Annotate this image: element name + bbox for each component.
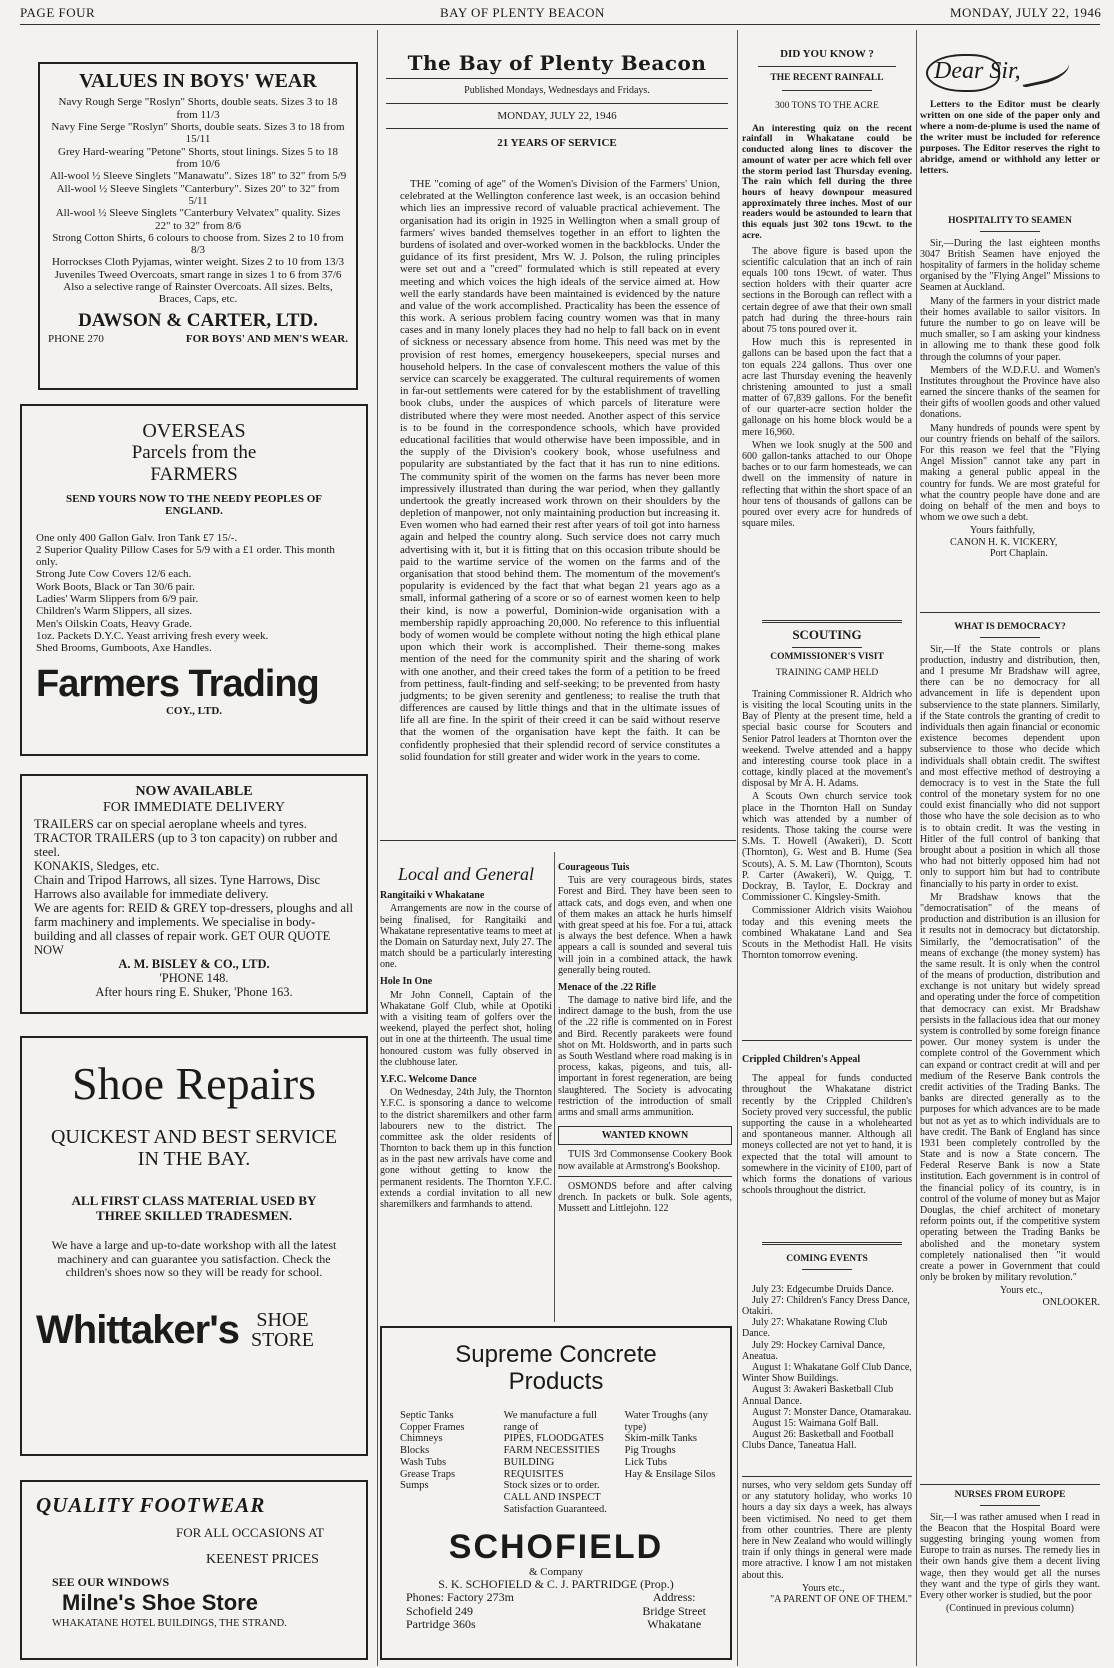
- event-item: July 27: Whakatane Rowing Club Dance.: [742, 1317, 888, 1340]
- brand-logo: Milne's Shoe Store: [62, 1590, 258, 1616]
- rule: [980, 1505, 1040, 1506]
- rule: [920, 1484, 1100, 1485]
- rule: [386, 78, 728, 79]
- letter-sign: Port Chaplain.: [990, 547, 1048, 559]
- product-item: Pig Troughs: [624, 1445, 676, 1456]
- phone-line: Phones: Factory 273m: [406, 1590, 514, 1605]
- rule: [758, 66, 896, 67]
- product-item: Stock sizes or to order.: [503, 1480, 600, 1492]
- wanted-title: WANTED KNOWN: [601, 1130, 689, 1142]
- rainfall-article: [742, 44, 912, 612]
- product-item: Lick Tubs: [624, 1456, 667, 1468]
- ad-title: VALUES IN BOYS' WEAR: [79, 70, 317, 92]
- column-divider: [916, 30, 917, 1666]
- ad-line: Men's Oilskin Coats, Heavy Grade.: [36, 617, 192, 630]
- store-label: [251, 1310, 314, 1350]
- hospitality-letter: [920, 212, 1100, 610]
- column-divider: [554, 852, 555, 1322]
- news-body: Arrangements are now in the course of being finalised, for Rangitaiki and Whakatane representative teams to meet at the Domain on Saturday next, July 27. The match should be a particularly interesting one.: [380, 903, 552, 971]
- address-line: Bridge Street: [642, 1603, 706, 1618]
- letter-body: Members of the W.D.F.U. and Women's Institutes throughout the Province have also earned the sincere thanks of the seamen for their gifts of woollen goods and other valued donations.: [920, 364, 1100, 421]
- product-item: FARM NECESSITIES: [503, 1445, 600, 1456]
- ad-line: Strong Jute Cow Covers 12/6 each.: [36, 568, 192, 581]
- wanted-known: [558, 1126, 732, 1145]
- event-item: July 27: Children's Fancy Dress Dance, Otakiri.: [742, 1294, 910, 1317]
- ad-slogan: SEND YOURS NOW TO THE NEEDY PEOPLES OF ENGLAND.: [65, 492, 322, 518]
- ad-title: QUALITY FOOTWEAR: [36, 1493, 266, 1517]
- continued-note: (Continued in previous column): [945, 1603, 1075, 1615]
- editorial-body: THE "coming of age" of the Women's Division of the Farmers' Union, celebrated at the Wellington conference last week, is an occasion behind which lies an impressive record of valuable practical achievement. The organisation had its origin in 1925 in Wellington when a small group of farmers' wives banded themselves together in an effort to lighten the burdens of isolated and over-worked women in the backblocks. Under the guidance of its first president, Mrs W. J. Polson, the ruling principles were set out and a "creed" formulated which is still repeated at every meeting and which voices the high ideals of the service aimed at. How well the early standards have been maintained is evidenced by the nature and value of the work accomplished. Practicality has been the essence of this work. A serious problem facing country women was that in many cases and in many lonely places they had no help to fall back on in event of sickness or necessary absence from home. This need was met by the provision of rest homes, emergency housekeepers, special nurses and household helpers. In the case of convalescent mothers the value of this service can scarcely be exaggerated. The cultural requirements of women in far-out settlements were catered for by the establishment of travelling book clubs, under the auspices of which parcels of literature were distributed where they were most needed. Another aspect of this service is to be found in the correspondence schools, which have provided educational facilities that would otherwise have been impossible, and in the supply of the Division's cookery book, whose usefulness and popularity are substantiated by the fact that it has run to nine editions. The community spirit of the women on the farms has never been more impressively illustrated than during the war period, when they gallantly undertook the greatly increased work thrown on their shoulders by the depletion of manpower, not only maintaining production but increasing it. Even women who had earned their rest after years of toil got into harness again and helped the country along. Such service does not carry much advertising with it, but it is fitting that on this occasion tribute should be paid to the wartime service of the women on the farms and of the organisation that stood behind them. The momentum of the movement's popularity is evidenced by the fact that what began 21 years ago as a small, informal gathering of a score or so of earnest women keen to help their kind, is now a powerful, Dominion-wide organisation with a membership rapidly approaching 20,000. No reference to this influential body of women would be complete without noting the high ethical plane upon which their work is accomplished. Their theme-song makes mention of the need for the community spirit and the sharing of work with one another, and their creed takes the form of a petition to be freed from pettiness, fault-finding and self-seeking; to be prevented from hasty judgments; to be given serenity and gentleness; to realise the truth that differences are caused by little things and that in the ultimate issues of life all are fine. In the spirit of their creed it can be said without reserve that the women of the organisation have kept the faith. It can be confidently prophesied that their splendid record of service constitutes a solid foundation for still greater and wider work in the years to come.: [400, 178, 720, 763]
- article-body: A Scouts Own church service took place in the Thornton Hall on Sunday which was attended by a number of residents. Those taking the course were S.Ms. T. Howell (Awakeri), D. Scott (Thornton), G. West and B. Hume (Sea Scouts), A. S. M. Law (Thornton), Scouts P. Carter (Awakeri), W. Quigg, T. Dockray, B. Taylor, E. Dockray and Commissioner C. Kingsley-Smith.: [742, 791, 912, 904]
- ad-body: We have a large and up-to-date workshop with all the latest machinery and can guarantee you satisfaction. Check the children's shoes now so they will be ready for school.: [51, 1238, 337, 1280]
- ad-windows: SEE OUR WINDOWS: [52, 1574, 170, 1589]
- news-body: The damage to native bird life, and the indirect damage to the bush, from the use of the .22 rifle is commented on in Forest and Bird. Recently parakeets were found shot on Mt. Holdsworth, and in parts such as South Westland where road making is in process, kakas, pigeons, and tuis, all-important in forest regeneration, are being slaughtered. The Society is advocating restriction of the introduction of small arms and small arms ammunition.: [558, 995, 732, 1118]
- news-body: Mr John Connell, Captain of the Whakatane Golf Club, while at Opotiki with a visiting team of golfers over the weekend, played the perfect shot, holing out in one at the thirteenth. The usual time honoured custom was fully observed in the clubhouse later.: [380, 989, 552, 1068]
- ad-lines: [48, 96, 348, 305]
- ad-title: Supreme Concrete: [455, 1341, 657, 1368]
- news-body: On Wednesday, 24th July, the Thornton Y.F.C. is sponsoring a dance to welcome to the district sharemilkers and other farm labourers new to the district. The committee ask the older residents of Thornton to back them up in this function as in the past new arrivals have come and gone without getting to know the permanent residents. The Thornton Y.F.C. extends a cordial invitation to all new sharemilkers and farmhands to attend.: [380, 1087, 552, 1211]
- rule: [558, 1176, 732, 1177]
- product-list: [617, 1410, 722, 1516]
- ad-line: Chain and Tripod Harrows, all sizes. Tyne Harrows, Disc Harrows also available for immediate delivery.: [34, 873, 321, 902]
- event-item: August 7: Monster Dance, Otamarakau.: [752, 1406, 912, 1418]
- ad-farmers-trading: [20, 404, 368, 756]
- local-and-general: [380, 850, 552, 1330]
- ad-line: Strong Cotton Shirts, 6 colours to choose from. Sizes 2 to 10 from 8/3: [52, 231, 344, 257]
- ad-line: All-wool ½ Sleeve Singlets "Manawatu". Sizes 18" to 32" from 5/9: [49, 170, 347, 183]
- ad-line: KONAKIS, Sledges, etc.: [34, 859, 160, 874]
- ad-line: Horrockses Cloth Pyjamas, winter weight. Sizes 2 to 10 from 13/3: [51, 256, 345, 269]
- ad-line: TRAILERS car on special aeroplane wheels and tyres.: [34, 817, 307, 832]
- article-subtitle: TRAINING CAMP HELD: [775, 668, 879, 679]
- event-item: July 23: Edgecumbe Druids Dance.: [752, 1283, 894, 1295]
- news-heading: Courageous Tuis: [558, 862, 630, 873]
- ornament-rule: [762, 1242, 902, 1249]
- phone: PHONE 270: [48, 332, 104, 345]
- article-body: The above figure is based upon the scientific calculation that an inch of rain equals 100 tons 19cwt. of water. Thus section holders with their quarter acre sections in the Borough can reflect with a certain degree of awe that their own small patch had during the three-hours rain about 75 tons poured over it.: [742, 245, 912, 335]
- letter-sign: CANON H. K. VICKERY,: [950, 536, 1058, 548]
- issue-date: MONDAY, JULY 22, 1946: [950, 5, 1102, 20]
- rule: [782, 90, 872, 91]
- article-title: Crippled Children's Appeal: [742, 1054, 861, 1065]
- local-and-general-cont: [558, 860, 732, 1330]
- news-heading: Hole In One: [380, 976, 433, 988]
- masthead: [386, 52, 728, 172]
- ad-milnes-shoe-store: [20, 1480, 368, 1660]
- ad-material: ALL FIRST CLASS MATERIAL USED BY THREE SKILLED TRADESMEN.: [71, 1193, 317, 1223]
- proprietors: S. K. SCHOFIELD & C. J. PARTRIDGE (Prop.): [438, 1576, 674, 1591]
- letter-sign: Yours etc.,: [802, 1582, 845, 1594]
- ad-line: 2 Superior Quality Pillow Cases for 5/9 with a £1 order. This month only.: [36, 543, 335, 569]
- rule: [742, 1476, 912, 1477]
- ad-lines: [36, 532, 352, 655]
- company-suffix: & Company: [528, 1565, 584, 1578]
- store-word: SHOE: [256, 1309, 309, 1332]
- ad-line: All-wool ½ Sleeve Singlets "Canterbury Velvatex" quality. Sizes 22" to 32" from 8/6: [55, 207, 341, 232]
- brand-logo: Farmers Trading: [36, 662, 319, 705]
- events-list: [742, 1284, 912, 1452]
- phone-line: Schofield 249: [406, 1603, 473, 1618]
- product-list: [504, 1410, 617, 1516]
- product-item: Chimneys: [400, 1433, 443, 1445]
- shoe-store-logo: [36, 1308, 352, 1353]
- coming-events: [742, 1250, 912, 1452]
- ad-title: OVERSEAS: [142, 420, 246, 442]
- ad-line: Ladies' Warm Slippers from 6/9 pair.: [36, 593, 199, 606]
- address-list: [642, 1591, 706, 1631]
- rule: [980, 231, 1040, 232]
- event-item: August 26: Basketball and Football Clubs Dance, Taneatua Hall.: [742, 1429, 894, 1452]
- publication-days: Published Mondays, Wednesdays and Fridays.: [464, 85, 650, 97]
- ad-title: Products: [508, 1367, 604, 1395]
- phone-list: [406, 1591, 514, 1631]
- product-item: We manufacture a full range of: [503, 1409, 597, 1433]
- event-item: August 1: Whakatane Golf Club Dance, Winter Show Buildings.: [742, 1361, 912, 1385]
- product-item: Sumps: [400, 1480, 429, 1492]
- rule: [920, 612, 1100, 613]
- product-item: Copper Frames: [400, 1421, 465, 1433]
- rule: [386, 128, 728, 129]
- ad-lines: [34, 817, 354, 957]
- rule: [742, 1040, 912, 1041]
- event-item: August 3: Awakeri Basketball Club Annual Dance.: [742, 1384, 894, 1407]
- ad-line: Grey Hard-wearing "Petone" Shorts, stout linings. Sizes 5 to 18 from 10/6: [58, 145, 338, 170]
- letter-title: HOSPITALITY TO SEAMEN: [948, 216, 1072, 226]
- rule: [380, 840, 736, 841]
- ad-subtitle: Parcels from the: [131, 442, 257, 464]
- article-lead: An interesting quiz on the recent rainfall in Whakatane could be conducted along lines to discover the amount of water per acre which fell over the storm period last Thursday evening. The rain which fell during the three hours of heavy downpour measured approximately three inches. Most of our readers would be astounded to learn that this equals just 302 tons 19cwt. to the acre.: [742, 122, 912, 241]
- masthead-date: MONDAY, JULY 22, 1946: [497, 109, 617, 122]
- header-rule: [20, 24, 1100, 25]
- ad-slogan: QUICKEST AND BEST SERVICE IN THE BAY.: [50, 1125, 338, 1170]
- letters-note: Letters to the Editor must be clearly written on one side of the paper only and where a nom-de-plume is used the name of the writer must be included for reference purposes. The Editor reserves the right to abridge, amend or withhold any letter or letters.: [920, 99, 1100, 176]
- editorial: [400, 178, 720, 838]
- rule: [792, 647, 862, 648]
- masthead-title: The Bay of Plenty Beacon: [407, 51, 707, 75]
- product-item: CALL AND INSPECT: [503, 1492, 601, 1503]
- phone: 'PHONE 148.: [159, 971, 229, 986]
- newspaper-name: BAY OF PLENTY BEACON: [440, 5, 605, 20]
- letter-body: Mr Bradshaw knows that the "democratisation" of the means of production and distribution is an illusion for it results not in democracy but dictatorship. Similarly, the "democratisation" of the means of exchange (the money system) has the same result. It is only when the control of the means of production, distribution and exchange is not unitary but widely spread and operating under the force of competition that democracy can exist. Mr Bradshaw persists in the fallacious idea that our money system is controlled by some foreign finance power. Our money system is under the complete control of the Government which can expand or contract credit at will and per medium of the Reserve Bank controls the credit activities of the Trading Banks. The banks are directed generally as to the purposes for which advances are to be made but not as yet as to which individuals are to have credit. The Bank of England has since 1931 been completely controlled by the State and is now a State concern. The Federal Reserve Bank is now a State institution. Each government is in control of the financial policy of its country, is in control of the volume of money but as Major Douglas, the chief architect of monetary reform points out, if the competitive system operating between the Trading Banks be abolished and the monetary system completely nationalised then "it would create a power in Government that could only be broken by military revolution.": [920, 891, 1100, 1284]
- rule: [386, 103, 728, 104]
- ad-line: TRACTOR TRAILERS (up to 3 ton capacity) on rubber and steel.: [34, 831, 338, 860]
- product-columns: [390, 1410, 722, 1516]
- product-item: Wash Tubs: [400, 1456, 447, 1468]
- letter-sign: ONLOOKER.: [1042, 1296, 1100, 1308]
- news-heading: Rangitaiki v Whakatane: [380, 890, 485, 902]
- brand-logo: Whittaker's: [36, 1307, 240, 1352]
- address-line: Whakatane: [647, 1617, 702, 1632]
- editorial-title: 21 YEARS OF SERVICE: [497, 136, 617, 149]
- letter-body: Many of the farmers in your district made their homes available to sailor visitors. In future the number to go on leave will be much smaller, so I am asking your kindness in allowing me to thank these good folk through the columns of your paper.: [920, 295, 1100, 363]
- article-title: DID YOU KNOW ?: [780, 48, 874, 60]
- letter-sign: Yours faithfully,: [970, 525, 1036, 537]
- ad-subtitle: KEENEST PRICES: [206, 1552, 319, 1568]
- store-word: STORE: [251, 1329, 314, 1352]
- ad-shoe-repairs: [20, 1036, 368, 1456]
- article-body: How much this is represented in gallons can be based upon the fact that a ton equals 224 gallons. Thus over one acre last Thursday evening the heavenly christening amounted to just a small matter of 67,839 gallons. For the benefit of our quarter-acre section holder the gallonage on his home block would be a mere 16,960.: [742, 337, 912, 438]
- ad-line: Also a selective range of Rainster Overcoats. All sizes. Belts, Braces, Caps, etc.: [63, 281, 333, 306]
- product-item: BUILDING REQUISITES: [503, 1456, 564, 1480]
- product-item: Skim-milk Tanks: [624, 1433, 697, 1445]
- product-item: Satisfaction Guaranteed.: [503, 1503, 607, 1515]
- crippled-children-appeal: [742, 1044, 912, 1230]
- ad-title: NOW AVAILABLE: [135, 784, 253, 799]
- news-heading: Menace of the .22 Rifle: [558, 981, 657, 993]
- event-item: August 15: Waimana Golf Ball.: [752, 1417, 879, 1429]
- nurses-letter: [920, 1486, 1100, 1664]
- article-body: When we look snugly at the 500 and 600 gallon-tanks attached to our Ohope baches or to our farm homesteads, we can dwell on the immensity of nature in reflecting that within the short space of an hour tens of thousands of gallons can be poured over every acre for hundreds of square miles.: [742, 439, 912, 530]
- section-title: Local and General: [398, 864, 534, 884]
- wanted-item: TUIS 3rd Commonsense Cookery Book now available at Armstrong's Bookshop.: [558, 1149, 732, 1172]
- product-item: PIPES, FLOODGATES: [503, 1433, 604, 1445]
- ad-line: All-wool ½ Sleeve Singlets "Canterbury". Sizes 20" to 32" from 5/11: [56, 182, 340, 207]
- column-divider: [377, 30, 378, 1666]
- quill-icon: [1018, 53, 1072, 88]
- ad-footer: [48, 333, 348, 345]
- scouting-article: [742, 624, 912, 1034]
- ad-line: 1oz. Packets D.Y.C. Yeast arriving fresh every week.: [36, 630, 269, 643]
- article-subtitle: COMMISSIONER'S VISIT: [770, 651, 884, 662]
- column-divider: [737, 30, 738, 1666]
- ad-subtitle: FOR ALL OCCASIONS AT: [176, 1524, 324, 1540]
- company-suffix: COY., LTD.: [165, 705, 223, 718]
- rule: [802, 1269, 852, 1270]
- ad-boys-wear: [38, 62, 358, 390]
- article-body: Commissioner Aldrich visits Waiohou today and this evening meets the combined Whakatane Land and Sea Scouts in the Methodist Hall. He visits Thornton tomorrow evening.: [742, 905, 912, 962]
- ad-line: Shed Brooms, Gumboots, Axe Handles.: [36, 642, 212, 655]
- letter-title: NURSES FROM EUROPE: [954, 1490, 1066, 1500]
- product-item: Hay & Ensilage Silos: [624, 1468, 716, 1480]
- rule: [980, 637, 1040, 638]
- after-hours: After hours ring E. Shuker, 'Phone 163.: [95, 985, 293, 1000]
- ad-supreme-concrete: [380, 1326, 732, 1660]
- news-body: Tuis are very courageous birds, states Forest and Bird. They have been seen to attack cats, and dogs even, and when one of them makes an attack he hurls himself with great speed at his foe. For a tui, attack is always the best defence. When a hawk appears a call is sounded and several tuis will join in a combined attack, the hawk generally being routed.: [558, 875, 732, 976]
- democracy-letter: [920, 618, 1100, 1484]
- letter-sign: "A PARENT OF ONE OF THEM.": [770, 1593, 912, 1605]
- ad-subtitle: FARMERS: [150, 463, 238, 485]
- article-body: The appeal for funds conducted throughout the Whakatane district recently by the Crippled Children's Society proved very successful, the public supporting the cause in a wholehearted and spontaneous manner. Although all moneys collected are not yet to hand, it is expected that the total will amount to somewhere in the vicinity of £100, part of which forms the donations of various schools throughout the district.: [742, 1073, 912, 1197]
- letters-to-editor-header: [920, 52, 1100, 212]
- product-list: [390, 1410, 504, 1516]
- article-subtitle: THE RECENT RAINFALL: [770, 73, 884, 84]
- ad-line: Children's Warm Slippers, all sizes.: [36, 605, 193, 618]
- nurses-letter-continued: [742, 1480, 912, 1664]
- ad-line: Work Boots, Black or Tan 30/6 pair.: [36, 580, 195, 593]
- ad-line: One only 400 Gallon Galv. Iron Tank £7 15/-.: [36, 531, 238, 544]
- ad-subtitle: FOR IMMEDIATE DELIVERY: [103, 799, 285, 815]
- section-title: COMING EVENTS: [786, 1254, 868, 1264]
- store-address: WHAKATANE HOTEL BUILDINGS, THE STRAND.: [52, 1617, 287, 1629]
- ad-line: Navy Rough Serge "Roslyn" Shorts, double seats. Sizes 3 to 18 from 11/3: [58, 96, 338, 121]
- article-body: Training Commissioner R. Aldrich who is visiting the local Scouting units in the Bay of Plenty at the present time, held a special basic course for Scouters and Senior Patrol leaders at Thornton over the weekend. Twelve attended and a happy and interesting course took place in a cottage, kindly placed at the movement's disposal by Mr A. H. Adams.: [742, 688, 912, 790]
- news-heading: Y.F.C. Welcome Dance: [380, 1073, 477, 1085]
- event-item: July 29: Hockey Carnival Dance, Aneatua.: [742, 1339, 886, 1362]
- article-subtitle: 300 TONS TO THE ACRE: [775, 100, 879, 111]
- letter-body: Sir,—If the State controls or plans production, industry and distribution, then, and I presume Mr Bradshaw will agree, there can be no democracy for all advancement in life is dependent upon subservience to the state planners. Similarly, if the State controls the granting of credit to individuals then again financial or economic existence becomes dependent upon subservience to those who decide which individuals shall obtain credit. The swiftest and most effective method of destroying a democracy is to vest in the State the full control of the monetary system for no one could exist financially who did not support those who have the sole decision as to who is to obtain credit. It was the vesting in Hitler of the full control of banking that brought about a position in which all those who had not bitterly opposed him had not only to support him but had to contribute financially to his party in order to exist.: [920, 643, 1100, 890]
- firm-name: DAWSON & CARTER, LTD.: [78, 309, 318, 331]
- ad-bisley: [20, 774, 368, 1014]
- article-title: SCOUTING: [792, 627, 862, 642]
- ad-line: Juveniles Tweed Overcoats, smart range in sizes 1 to 6 from 37/6: [54, 268, 342, 281]
- product-item: Septic Tanks: [400, 1409, 454, 1421]
- product-item: Blocks: [400, 1445, 430, 1456]
- banner-title: Dear Sir,: [934, 58, 1021, 84]
- dear-sir-banner: [920, 52, 1090, 92]
- brand-logo: SCHOFIELD: [448, 1527, 664, 1566]
- contact-block: [390, 1591, 722, 1631]
- ad-line: We are agents for: REID & GREY top-dressers, ploughs and all farm machinery and implements. We specialise in body-building and all classes of repair work. GET OUR QUOTE NOW: [34, 901, 353, 958]
- product-item: Grease Traps: [400, 1468, 456, 1480]
- address-line: Address:: [652, 1590, 696, 1605]
- phone-line: Partridge 360s: [406, 1617, 476, 1632]
- letter-body: Sir,—I was rather amused when I read in the Beacon that the Hospital Board were suggesting bringing young women from Europe to train as nurses. The remedy lies in their own hands give them a decent living wage, then they would get all the nurses they want and the type of girls they want. Every other worker is studied, but the poor: [920, 1511, 1100, 1601]
- page-number: PAGE FOUR: [20, 5, 96, 20]
- letter-title: WHAT IS DEMOCRACY?: [954, 622, 1066, 632]
- letter-body: Sir,—During the last eighteen months 3047 British Seamen have enjoyed the hospitality of farmers in the holiday scheme organised by the "Flying Angel" Missions to Seamen at Auckland.: [920, 237, 1100, 294]
- letter-body: nurses, who very seldom gets Sunday off or any statutory holiday, who works 10 hours a day six days a week, has always been victimised. No need to get them from other countries. There are plenty here in New Zealand who would willingly train if only things in general were made more atractive. I know I am not mistaken about this.: [742, 1480, 912, 1581]
- letter-sign: Yours etc.,: [1000, 1285, 1043, 1297]
- firm-name: A. M. BISLEY & CO., LTD.: [118, 957, 270, 972]
- wanted-item: OSMONDS before and after calving drench. In packets or bulk. Sole agents, Mussett and Littlejohn. 122: [558, 1180, 732, 1215]
- ad-line: Navy Fine Serge "Roslyn" Shorts, double seats. Sizes 3 to 18 from 15/11: [51, 121, 345, 146]
- product-item: Water Troughs (any type): [624, 1409, 708, 1433]
- letter-body: Many hundreds of pounds were spent by our country friends on behalf of the sailors. For this reason we feel that the "Flying Angel Mission" cannot take any part in making a general public appeal in the country for funds. We are most grateful for what the country people have done and are doing on behalf of the men and boys to whom we owe such a debt.: [920, 422, 1100, 524]
- ad-title: Shoe Repairs: [71, 1058, 316, 1109]
- tagline: FOR BOYS' AND MEN'S WEAR.: [185, 332, 348, 345]
